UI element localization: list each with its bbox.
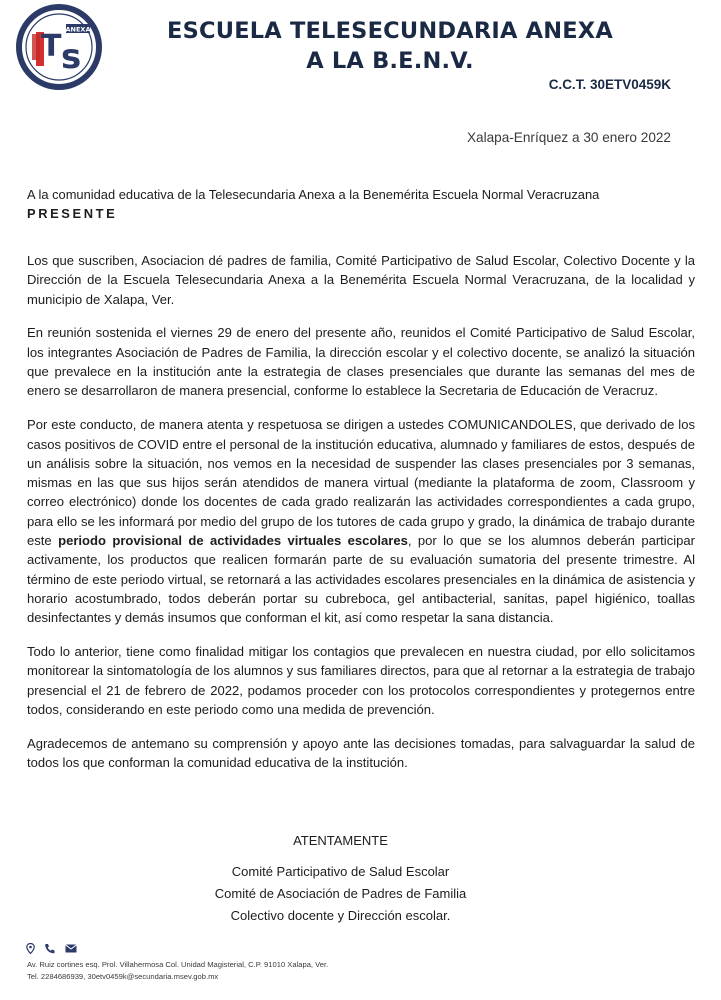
paragraph-5: Agradecemos de antemano su comprensión y apoyo ante las decisiones tomadas, para salvaguardar la salud de todos los que conforman la comunidad educativa de la institución.	[27, 735, 695, 771]
letter-date: Xalapa-Enríquez a 30 enero 2022	[466, 130, 671, 145]
addressee	[27, 185, 697, 223]
cct-code: C.C.T. 30ETV0459K	[548, 77, 671, 92]
footer-phone-email: Tel. 2284686939, 30etv0459k@secundaria.msev.gob.mx	[27, 971, 219, 981]
signatory-3: Colectivo docente y Dirección escolar.	[230, 908, 451, 923]
footer-address: Av. Ruiz cortines esq. Prol. Villahermosa Col. Unidad Magisterial, C.P. 91010 Xalapa, Ver.	[27, 960, 329, 969]
paragraph-3-part2: , por lo que se los alumnos deberán participar activamente, los productos que realicen formarán parte de su evaluación sumatoria del presente trimestre. Al término de este periodo virtual, se retornará a las actividades escolares presenciales en la dinámica de asistencia y horario acostumbrado, todos deberán portar su cubreboca, gel antibacterial, sanitas, papel higiénico, toallas desinfectantes y demás insumos que conforman el kit, así como respetar la sana distancia.	[27, 533, 695, 626]
addressee-line: A la comunidad educativa de la Telesecundaria Anexa a la Benemérita Escuela Normal Veracruzana	[27, 187, 600, 202]
logo-t: T	[41, 29, 62, 64]
footer-contact	[27, 959, 328, 982]
school-title	[130, 16, 650, 76]
signature-block	[0, 830, 721, 927]
location-pin-icon	[26, 943, 35, 954]
school-title-line1: ESCUELA TELESECUNDARIA ANEXA	[167, 18, 613, 44]
logo-badge: ANEXA	[65, 25, 91, 34]
mail-icon	[65, 944, 77, 953]
signatory-1: Comité Participativo de Salud Escolar	[231, 864, 450, 879]
closing-label: ATENTAMENTE	[293, 833, 388, 848]
phone-icon	[44, 943, 56, 954]
paragraph-4: Todo lo anterior, tiene como finalidad mitigar los contagios que prevalecen en nuestra ciudad, por ello solicitamos monitorear la sintomatología de los alumnos y sus familiares directos, para que al retornar a la estrategia de trabajo presencial el 21 de febrero de 2022, podamos proceder con los protocolos correspondientes y protegernos entre todos, considerando en este periodo como una medida de prevención.	[27, 644, 695, 718]
paragraph-3-part1: Por este conducto, de manera atenta y respetuosa se dirigen a ustedes COMUNICANDOLES, que derivado de los casos positivos de COVID entre el personal de la institución educativa, alumnado y familiares de estos, después de un análisis sobre la situación, nos vemos en la necesidad de suspender las clases presenciales por 3 semanas, mismas en las que sus hijos serán atendidos de manera virtual (mediante la plataforma de zoom, Classroom y correo electrónico) donde los docentes de cada grado realizarán las actividades correspondientes a cada grupo, para ello se les informará por medio del grupo de los tutores de cada grupo y grado, la dinámica de trabajo durante este	[27, 417, 695, 549]
paragraph-1: Los que suscriben, Asociacion dé padres de familia, Comité Participativo de Salud Escolar, Colectivo Docente y la Dirección de la Escuela Telesecundaria Anexa a la Benemérita Escuela Normal Veracruzana, de la localidad y municipio de Xalapa, Ver.	[27, 253, 695, 307]
school-logo-icon	[14, 4, 104, 90]
signatory-2: Comité de Asociación de Padres de Familia	[214, 886, 467, 901]
footer-icons	[26, 943, 77, 954]
letter-body	[27, 251, 695, 787]
paragraph-3-bold: periodo provisional de actividades virtuales escolares	[58, 533, 408, 549]
logo-s: s	[61, 37, 82, 77]
paragraph-2: En reunión sostenida el viernes 29 de enero del presente año, reunidos el Comité Participativo de Salud Escolar, los integrantes Asociación de Padres de Familia, la dirección escolar y el colectivo docente, se analizó la situación que prevalece en la institución ante la estrategia de clases presenciales que durante las semanas del mes de enero se desarrollaron de manera presencial, conforme lo establece la Secretaria de Educación de Veracruz.	[27, 325, 695, 399]
paragraph-3	[27, 415, 695, 627]
school-title-line2: A LA B.E.N.V.	[306, 48, 474, 74]
presente-label: PRESENTE	[27, 206, 118, 221]
